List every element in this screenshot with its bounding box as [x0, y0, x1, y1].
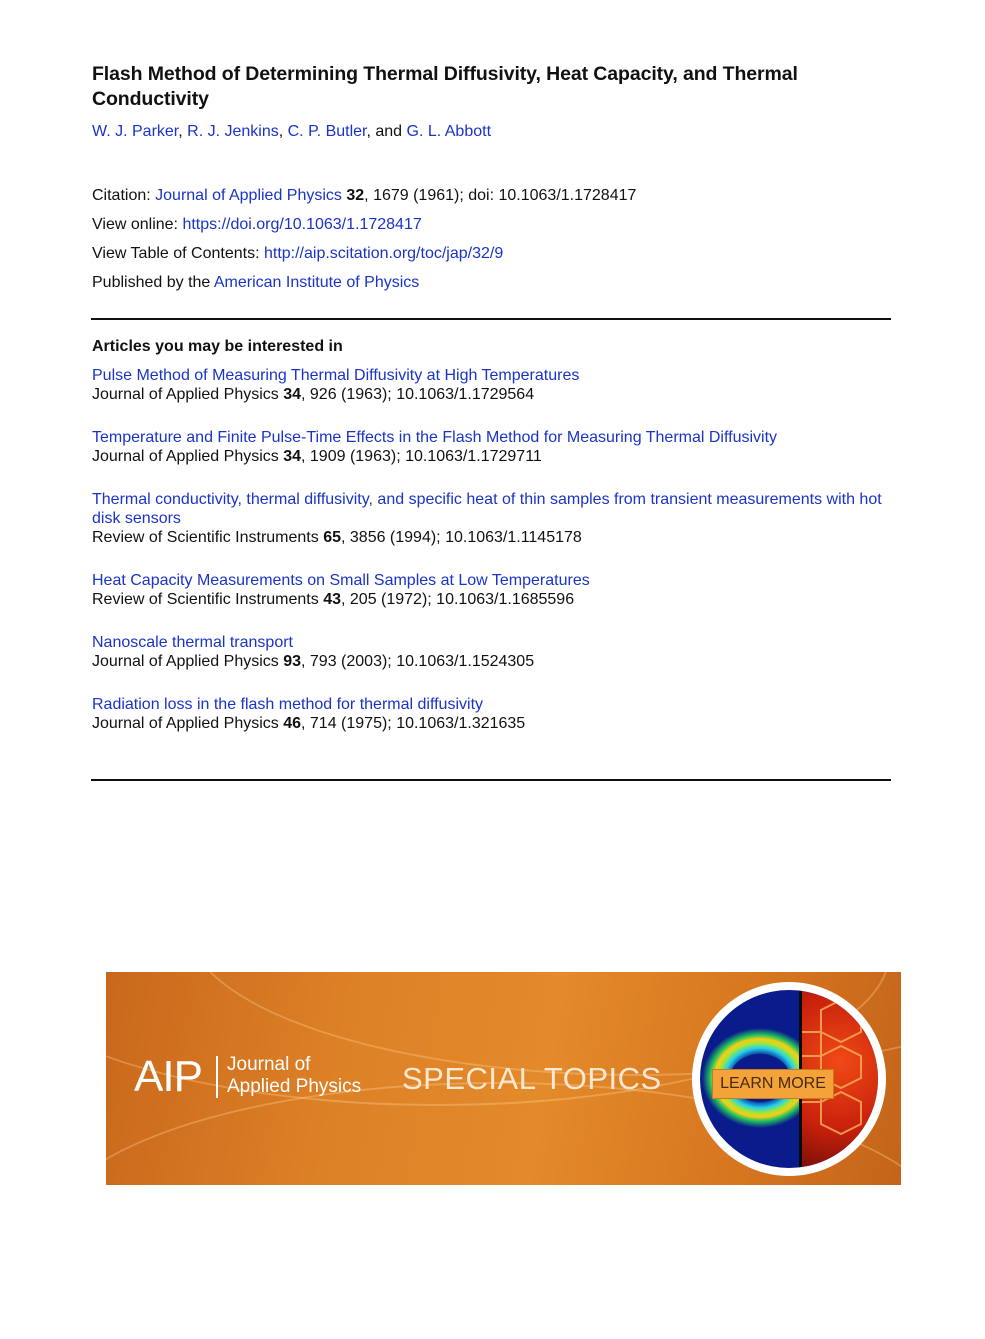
divider-top	[91, 318, 891, 320]
view-online-link[interactable]: https://doi.org/10.1063/1.1728417	[182, 216, 422, 233]
author-link[interactable]: W. J. Parker	[92, 123, 179, 140]
citation-journal-link[interactable]: Journal of Applied Physics	[155, 187, 342, 204]
journal-name	[227, 1054, 361, 1098]
related-article	[92, 428, 892, 466]
related-article-link[interactable]: Nanoscale thermal transport	[92, 634, 293, 651]
author-link[interactable]: G. L. Abbott	[406, 123, 492, 140]
article-title: Flash Method of Determining Thermal Diffusivity, Heat Capacity, and Thermal Conductivity	[92, 63, 798, 110]
related-article-citation: Review of Scientific Instruments 65, 3856 (1994); 10.1063/1.1145178	[92, 529, 582, 546]
related-article	[92, 490, 892, 547]
related-article-citation: Journal of Applied Physics 46, 714 (1975); 10.1063/1.321635	[92, 715, 526, 732]
related-article-link[interactable]: Temperature and Finite Pulse-Time Effects in the Flash Method for Measuring Thermal Diffusivity	[92, 429, 778, 446]
banner-image-circle	[692, 982, 886, 1176]
divider-bottom	[91, 779, 891, 781]
citation-row	[92, 186, 636, 215]
logo-divider	[216, 1056, 218, 1098]
special-topics-banner[interactable]	[106, 972, 901, 1185]
publisher-label: Published by the	[92, 274, 214, 291]
author-link[interactable]: C. P. Butler	[287, 123, 367, 140]
publisher-link[interactable]: American Institute of Physics	[213, 274, 420, 291]
related-article-link[interactable]: Pulse Method of Measuring Thermal Diffusivity at High Temperatures	[92, 367, 580, 384]
related-article	[92, 571, 892, 609]
related-article-link[interactable]: Radiation loss in the flash method for thermal diffusivity	[92, 696, 484, 713]
author-separator: , and	[366, 123, 407, 140]
related-article	[92, 695, 892, 733]
journal-name-line2: Applied Physics	[227, 1076, 362, 1097]
journal-name-line1: Journal of	[227, 1054, 311, 1075]
related-article-citation: Journal of Applied Physics 34, 926 (1963); 10.1063/1.1729564	[92, 386, 535, 403]
related-article	[92, 366, 892, 404]
publisher-row	[92, 273, 636, 302]
related-article-link[interactable]: Thermal conductivity, thermal diffusivity, and specific heat of thin samples from transient measurements with hot disk sensors	[92, 491, 882, 527]
citation-details: , 1679 (1961); doi: 10.1063/1.1728417	[364, 187, 637, 204]
aip-logo: AIP	[134, 1052, 202, 1101]
related-article-citation: Journal of Applied Physics 93, 793 (2003); 10.1063/1.1524305	[92, 653, 535, 670]
related-articles	[92, 338, 892, 757]
learn-more-button[interactable]: LEARN MORE	[712, 1069, 834, 1099]
toc-row	[92, 244, 636, 273]
citation-block	[92, 186, 636, 302]
author-list	[92, 122, 491, 142]
toc-link[interactable]: http://aip.scitation.org/toc/jap/32/9	[263, 245, 504, 262]
toc-label: View Table of Contents:	[92, 245, 264, 262]
author-link[interactable]: R. J. Jenkins	[187, 123, 279, 140]
author-separator: ,	[278, 123, 288, 140]
citation-volume: 32	[346, 187, 365, 204]
related-article-citation: Journal of Applied Physics 34, 1909 (1963); 10.1063/1.1729711	[92, 448, 542, 465]
citation-label: Citation:	[92, 187, 156, 204]
banner-tagline: SPECIAL TOPICS	[402, 1061, 662, 1096]
related-heading: Articles you may be interested in	[92, 338, 343, 355]
related-article-citation: Review of Scientific Instruments 43, 205 (1972); 10.1063/1.1685596	[92, 591, 575, 608]
related-article	[92, 633, 892, 671]
related-article-link[interactable]: Heat Capacity Measurements on Small Samples at Low Temperatures	[92, 572, 590, 589]
view-online-row	[92, 215, 636, 244]
author-separator: ,	[178, 123, 188, 140]
view-online-label: View online:	[92, 216, 183, 233]
